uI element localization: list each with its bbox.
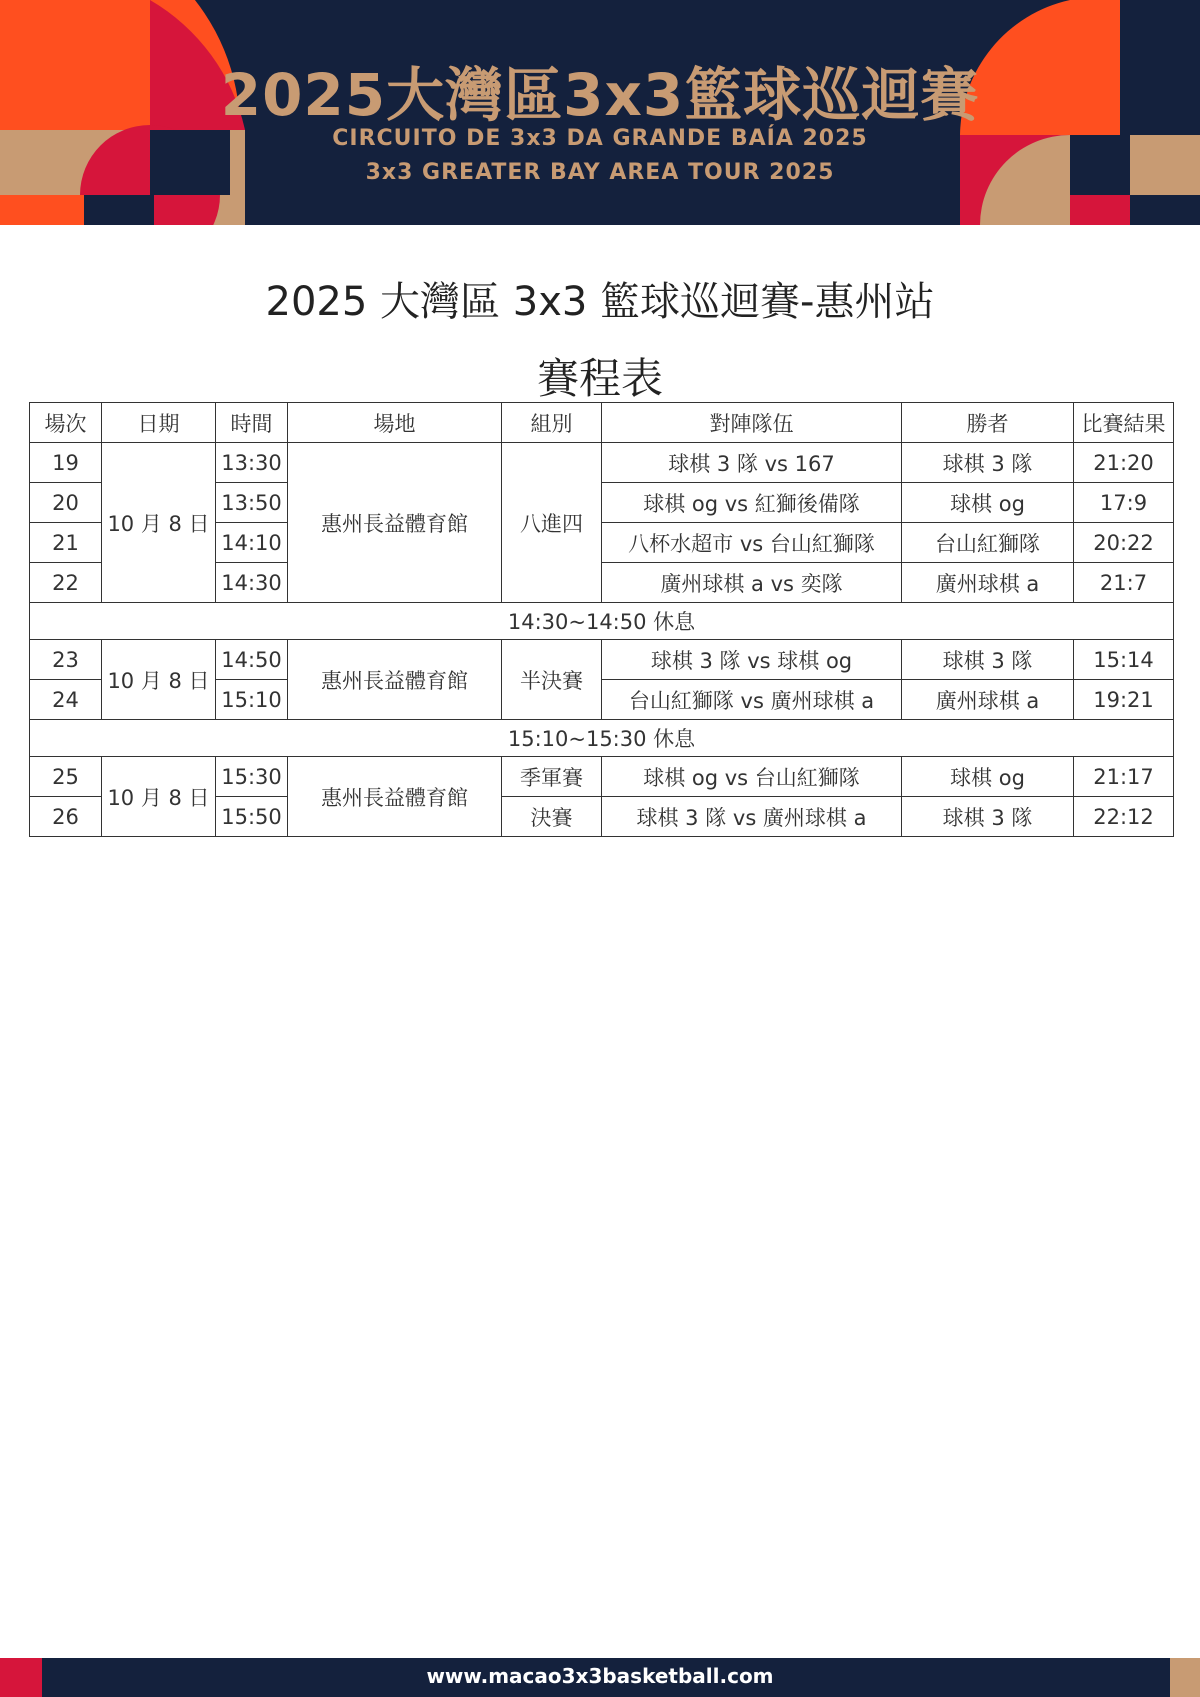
header-time: 時間 bbox=[216, 403, 288, 443]
header-match-no: 場次 bbox=[30, 403, 102, 443]
cell-date: 10 月 8 日 bbox=[102, 443, 216, 603]
cell-stage: 半決賽 bbox=[502, 640, 602, 720]
header-venue: 場地 bbox=[288, 403, 502, 443]
cell-time: 14:10 bbox=[216, 523, 288, 563]
schedule-table bbox=[29, 402, 1174, 837]
cell-match-no: 25 bbox=[30, 757, 102, 797]
cell-winner: 廣州球棋 a bbox=[902, 680, 1074, 720]
footer-url-link[interactable]: www.macao3x3basketball.com bbox=[426, 1664, 774, 1688]
cell-result: 20:22 bbox=[1074, 523, 1174, 563]
cell-match-no: 19 bbox=[30, 443, 102, 483]
cell-time: 13:30 bbox=[216, 443, 288, 483]
banner-title: 2025大灣區3x3籃球巡迴賽 bbox=[220, 61, 980, 129]
cell-winner: 台山紅獅隊 bbox=[902, 523, 1074, 563]
break-cell: 14:30~14:50 休息 bbox=[30, 603, 1174, 640]
banner-subtitle-en: 3x3 GREATER BAY AREA TOUR 2025 bbox=[365, 160, 835, 185]
document-title: 2025 大灣區 3x3 籃球巡迴賽-惠州站 bbox=[265, 279, 935, 325]
cell-match: 球棋 og vs 紅獅後備隊 bbox=[602, 483, 902, 523]
cell-result: 19:21 bbox=[1074, 680, 1174, 720]
break-cell: 15:10~15:30 休息 bbox=[30, 720, 1174, 757]
header-date: 日期 bbox=[102, 403, 216, 443]
cell-match: 台山紅獅隊 vs 廣州球棋 a bbox=[602, 680, 902, 720]
cell-date: 10 月 8 日 bbox=[102, 640, 216, 720]
document-subtitle: 賽程表 bbox=[536, 354, 663, 403]
cell-match-no: 26 bbox=[30, 797, 102, 837]
cell-winner: 球棋 og bbox=[902, 757, 1074, 797]
table-row bbox=[30, 443, 1174, 483]
header-winner: 勝者 bbox=[902, 403, 1074, 443]
cell-winner: 球棋 3 隊 bbox=[902, 797, 1074, 837]
cell-match-no: 23 bbox=[30, 640, 102, 680]
cell-match-no: 24 bbox=[30, 680, 102, 720]
cell-result: 21:7 bbox=[1074, 563, 1174, 603]
cell-date: 10 月 8 日 bbox=[102, 757, 216, 837]
cell-venue: 惠州長益體育館 bbox=[288, 443, 502, 603]
cell-stage: 決賽 bbox=[502, 797, 602, 837]
cell-time: 15:30 bbox=[216, 757, 288, 797]
cell-stage: 季軍賽 bbox=[502, 757, 602, 797]
cell-result: 21:20 bbox=[1074, 443, 1174, 483]
cell-match: 八杯水超市 vs 台山紅獅隊 bbox=[602, 523, 902, 563]
cell-time: 14:30 bbox=[216, 563, 288, 603]
break-row bbox=[30, 603, 1174, 640]
cell-winner: 球棋 3 隊 bbox=[902, 640, 1074, 680]
cell-result: 21:17 bbox=[1074, 757, 1174, 797]
cell-winner: 球棋 3 隊 bbox=[902, 443, 1074, 483]
cell-result: 17:9 bbox=[1074, 483, 1174, 523]
cell-venue: 惠州長益體育館 bbox=[288, 640, 502, 720]
banner-subtitle-pt: CIRCUITO DE 3x3 DA GRANDE BAÍA 2025 bbox=[332, 126, 868, 151]
cell-match: 球棋 3 隊 vs 廣州球棋 a bbox=[602, 797, 902, 837]
cell-match: 球棋 og vs 台山紅獅隊 bbox=[602, 757, 902, 797]
cell-time: 13:50 bbox=[216, 483, 288, 523]
cell-result: 15:14 bbox=[1074, 640, 1174, 680]
cell-time: 15:10 bbox=[216, 680, 288, 720]
cell-match-no: 20 bbox=[30, 483, 102, 523]
table-header-row bbox=[30, 403, 1174, 443]
cell-winner: 廣州球棋 a bbox=[902, 563, 1074, 603]
table-row bbox=[30, 757, 1174, 797]
header-banner bbox=[0, 0, 1200, 225]
footer-bar bbox=[0, 1658, 1200, 1697]
cell-venue: 惠州長益體育館 bbox=[288, 757, 502, 837]
cell-match-no: 21 bbox=[30, 523, 102, 563]
header-result: 比賽結果 bbox=[1074, 403, 1174, 443]
cell-result: 22:12 bbox=[1074, 797, 1174, 837]
cell-stage: 八進四 bbox=[502, 443, 602, 603]
cell-match: 廣州球棋 a vs 奕隊 bbox=[602, 563, 902, 603]
cell-match: 球棋 3 隊 vs 167 bbox=[602, 443, 902, 483]
cell-winner: 球棋 og bbox=[902, 483, 1074, 523]
header-match: 對陣隊伍 bbox=[602, 403, 902, 443]
cell-match-no: 22 bbox=[30, 563, 102, 603]
header-stage: 組別 bbox=[502, 403, 602, 443]
cell-time: 14:50 bbox=[216, 640, 288, 680]
cell-match: 球棋 3 隊 vs 球棋 og bbox=[602, 640, 902, 680]
cell-time: 15:50 bbox=[216, 797, 288, 837]
table-row bbox=[30, 640, 1174, 680]
break-row bbox=[30, 720, 1174, 757]
